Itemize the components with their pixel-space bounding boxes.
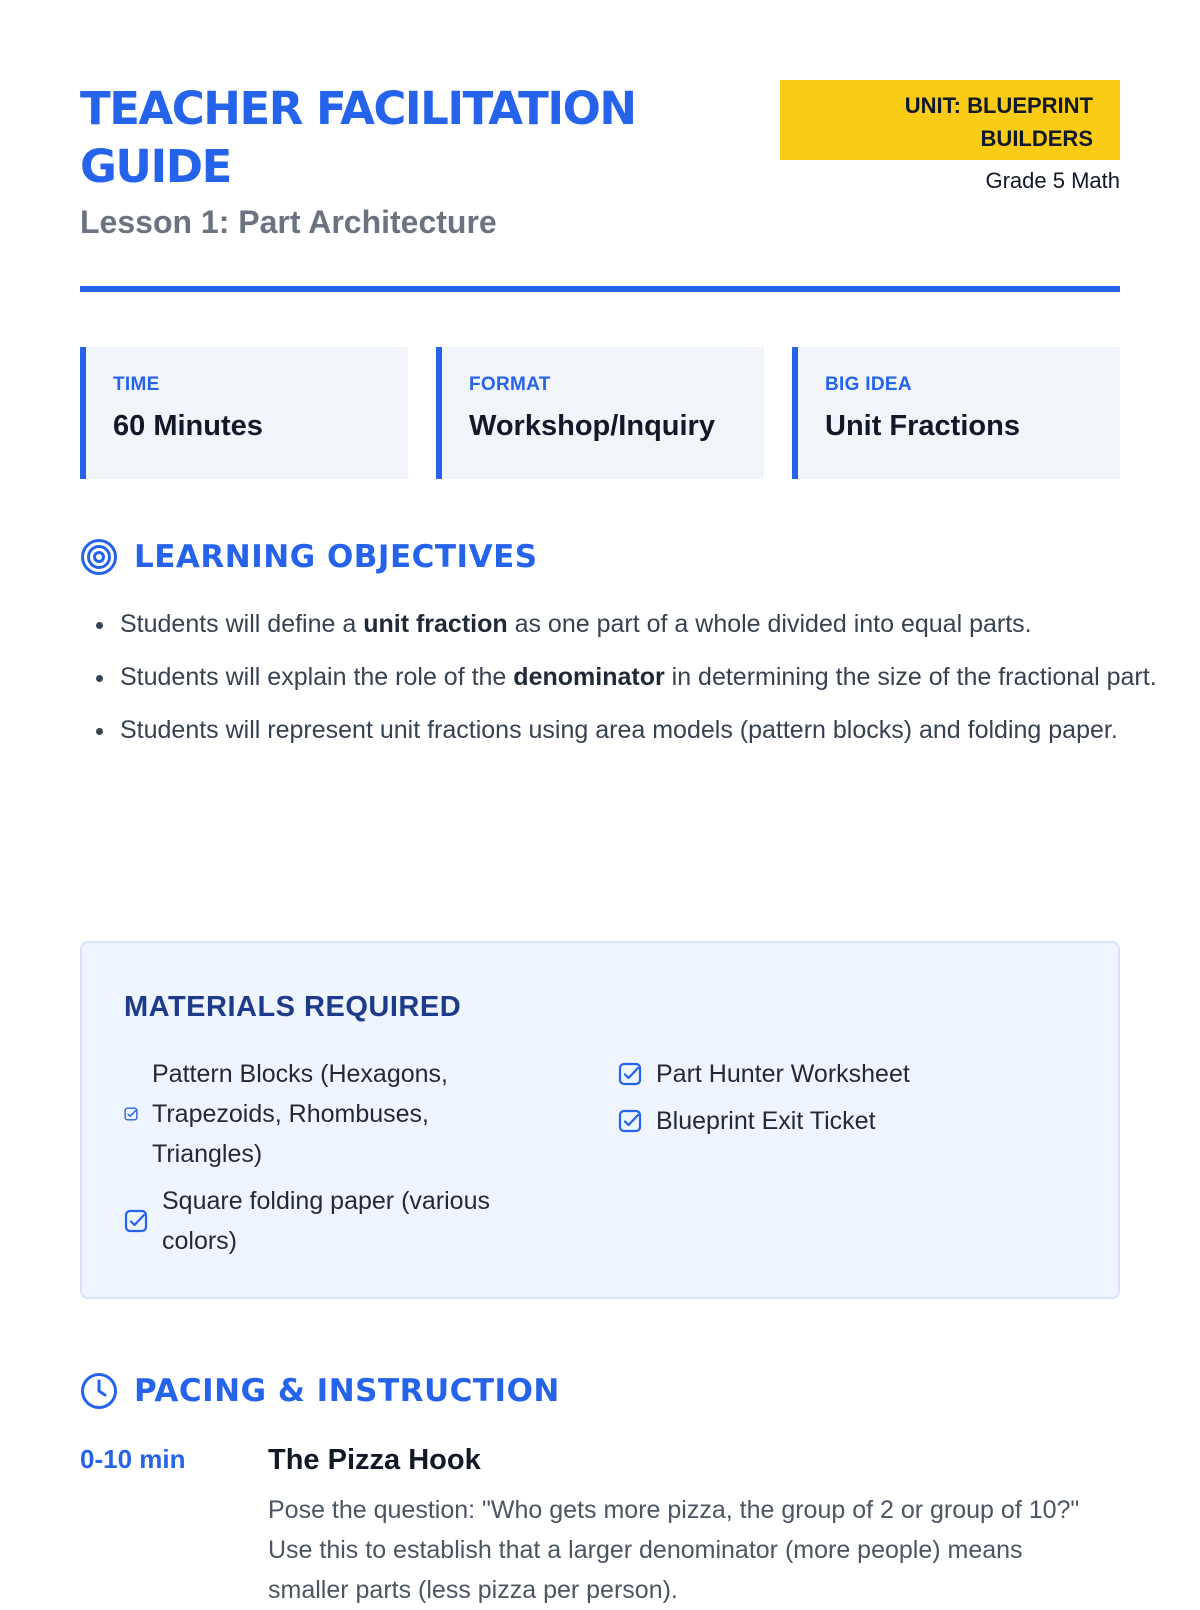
info-card-value: 60 Minutes [113, 410, 263, 442]
materials-item-label: Part Hunter Worksheet [656, 1060, 910, 1088]
materials-item [124, 1181, 564, 1261]
checkbox-icon [618, 1062, 642, 1086]
objectives-list [80, 604, 1160, 763]
checkbox-icon [124, 1107, 138, 1121]
target-icon [80, 538, 118, 576]
objectives-heading [80, 538, 538, 576]
materials-item [124, 1054, 494, 1174]
info-card-label: TIME [113, 374, 160, 395]
info-card-value: Workshop/Inquiry [469, 410, 715, 442]
objective-text: as one part of a whole divided into equal parts. [507, 610, 1032, 638]
objective-keyword: unit fraction [363, 610, 508, 638]
header [80, 0, 1120, 292]
info-card-big-idea [792, 347, 1120, 479]
info-card-format [436, 347, 764, 479]
list-item [120, 604, 1160, 644]
unit-badge [780, 80, 1120, 160]
info-card-value: Unit Fractions [825, 410, 1020, 442]
materials-item-label: Blueprint Exit Ticket [656, 1107, 876, 1135]
objective-text: Students will represent unit fractions using area models (pattern blocks) and folding paper. [120, 716, 1118, 744]
pacing-step-title: The Pizza Hook [268, 1444, 481, 1476]
pacing-step-time: 0-10 min [80, 1444, 186, 1474]
materials-item [618, 1101, 1078, 1141]
pacing-heading-label: PACING & INSTRUCTION [134, 1373, 560, 1409]
info-card-label: FORMAT [469, 374, 551, 395]
materials-item [618, 1054, 1078, 1094]
checkbox-icon [124, 1209, 148, 1233]
list-item [120, 710, 1160, 750]
clock-icon [80, 1372, 118, 1410]
info-card-label: BIG IDEA [825, 374, 912, 395]
unit-badge-label: UNIT: BLUEPRINT BUILDERS [904, 93, 1093, 151]
grade-label: Grade 5 Math [985, 168, 1120, 193]
objective-text: Students will explain the role of the [120, 663, 514, 691]
objective-text: in determining the size of the fractional part. [664, 663, 1157, 691]
info-card-time [80, 347, 408, 479]
lesson-subtitle: Lesson 1: Part Architecture [80, 204, 497, 240]
materials-item-label: Pattern Blocks (Hexagons, Trapezoids, Rhombuses, Triangles) [152, 1060, 448, 1168]
materials-heading: MATERIALS REQUIRED [124, 991, 462, 1023]
info-cards [80, 347, 1120, 479]
header-divider [80, 286, 1120, 292]
pacing-heading [80, 1372, 560, 1410]
checkbox-icon [618, 1109, 642, 1133]
objectives-heading-label: LEARNING OBJECTIVES [134, 539, 538, 575]
pacing-step-description: Pose the question: "Who gets more pizza, the group of 2 or group of 10?" Use this to establish that a larger denominator (more people) means smaller parts (less pizza per person). [268, 1496, 1080, 1604]
objective-keyword: denominator [513, 663, 665, 691]
list-item [120, 657, 1160, 697]
materials-item-label: Square folding paper (various colors) [162, 1187, 490, 1255]
objective-text: Students will define a [120, 610, 364, 638]
materials-panel [80, 941, 1120, 1299]
guide-page [80, 0, 1157, 1604]
page-title: TEACHER FACILITATION GUIDE [80, 82, 636, 193]
